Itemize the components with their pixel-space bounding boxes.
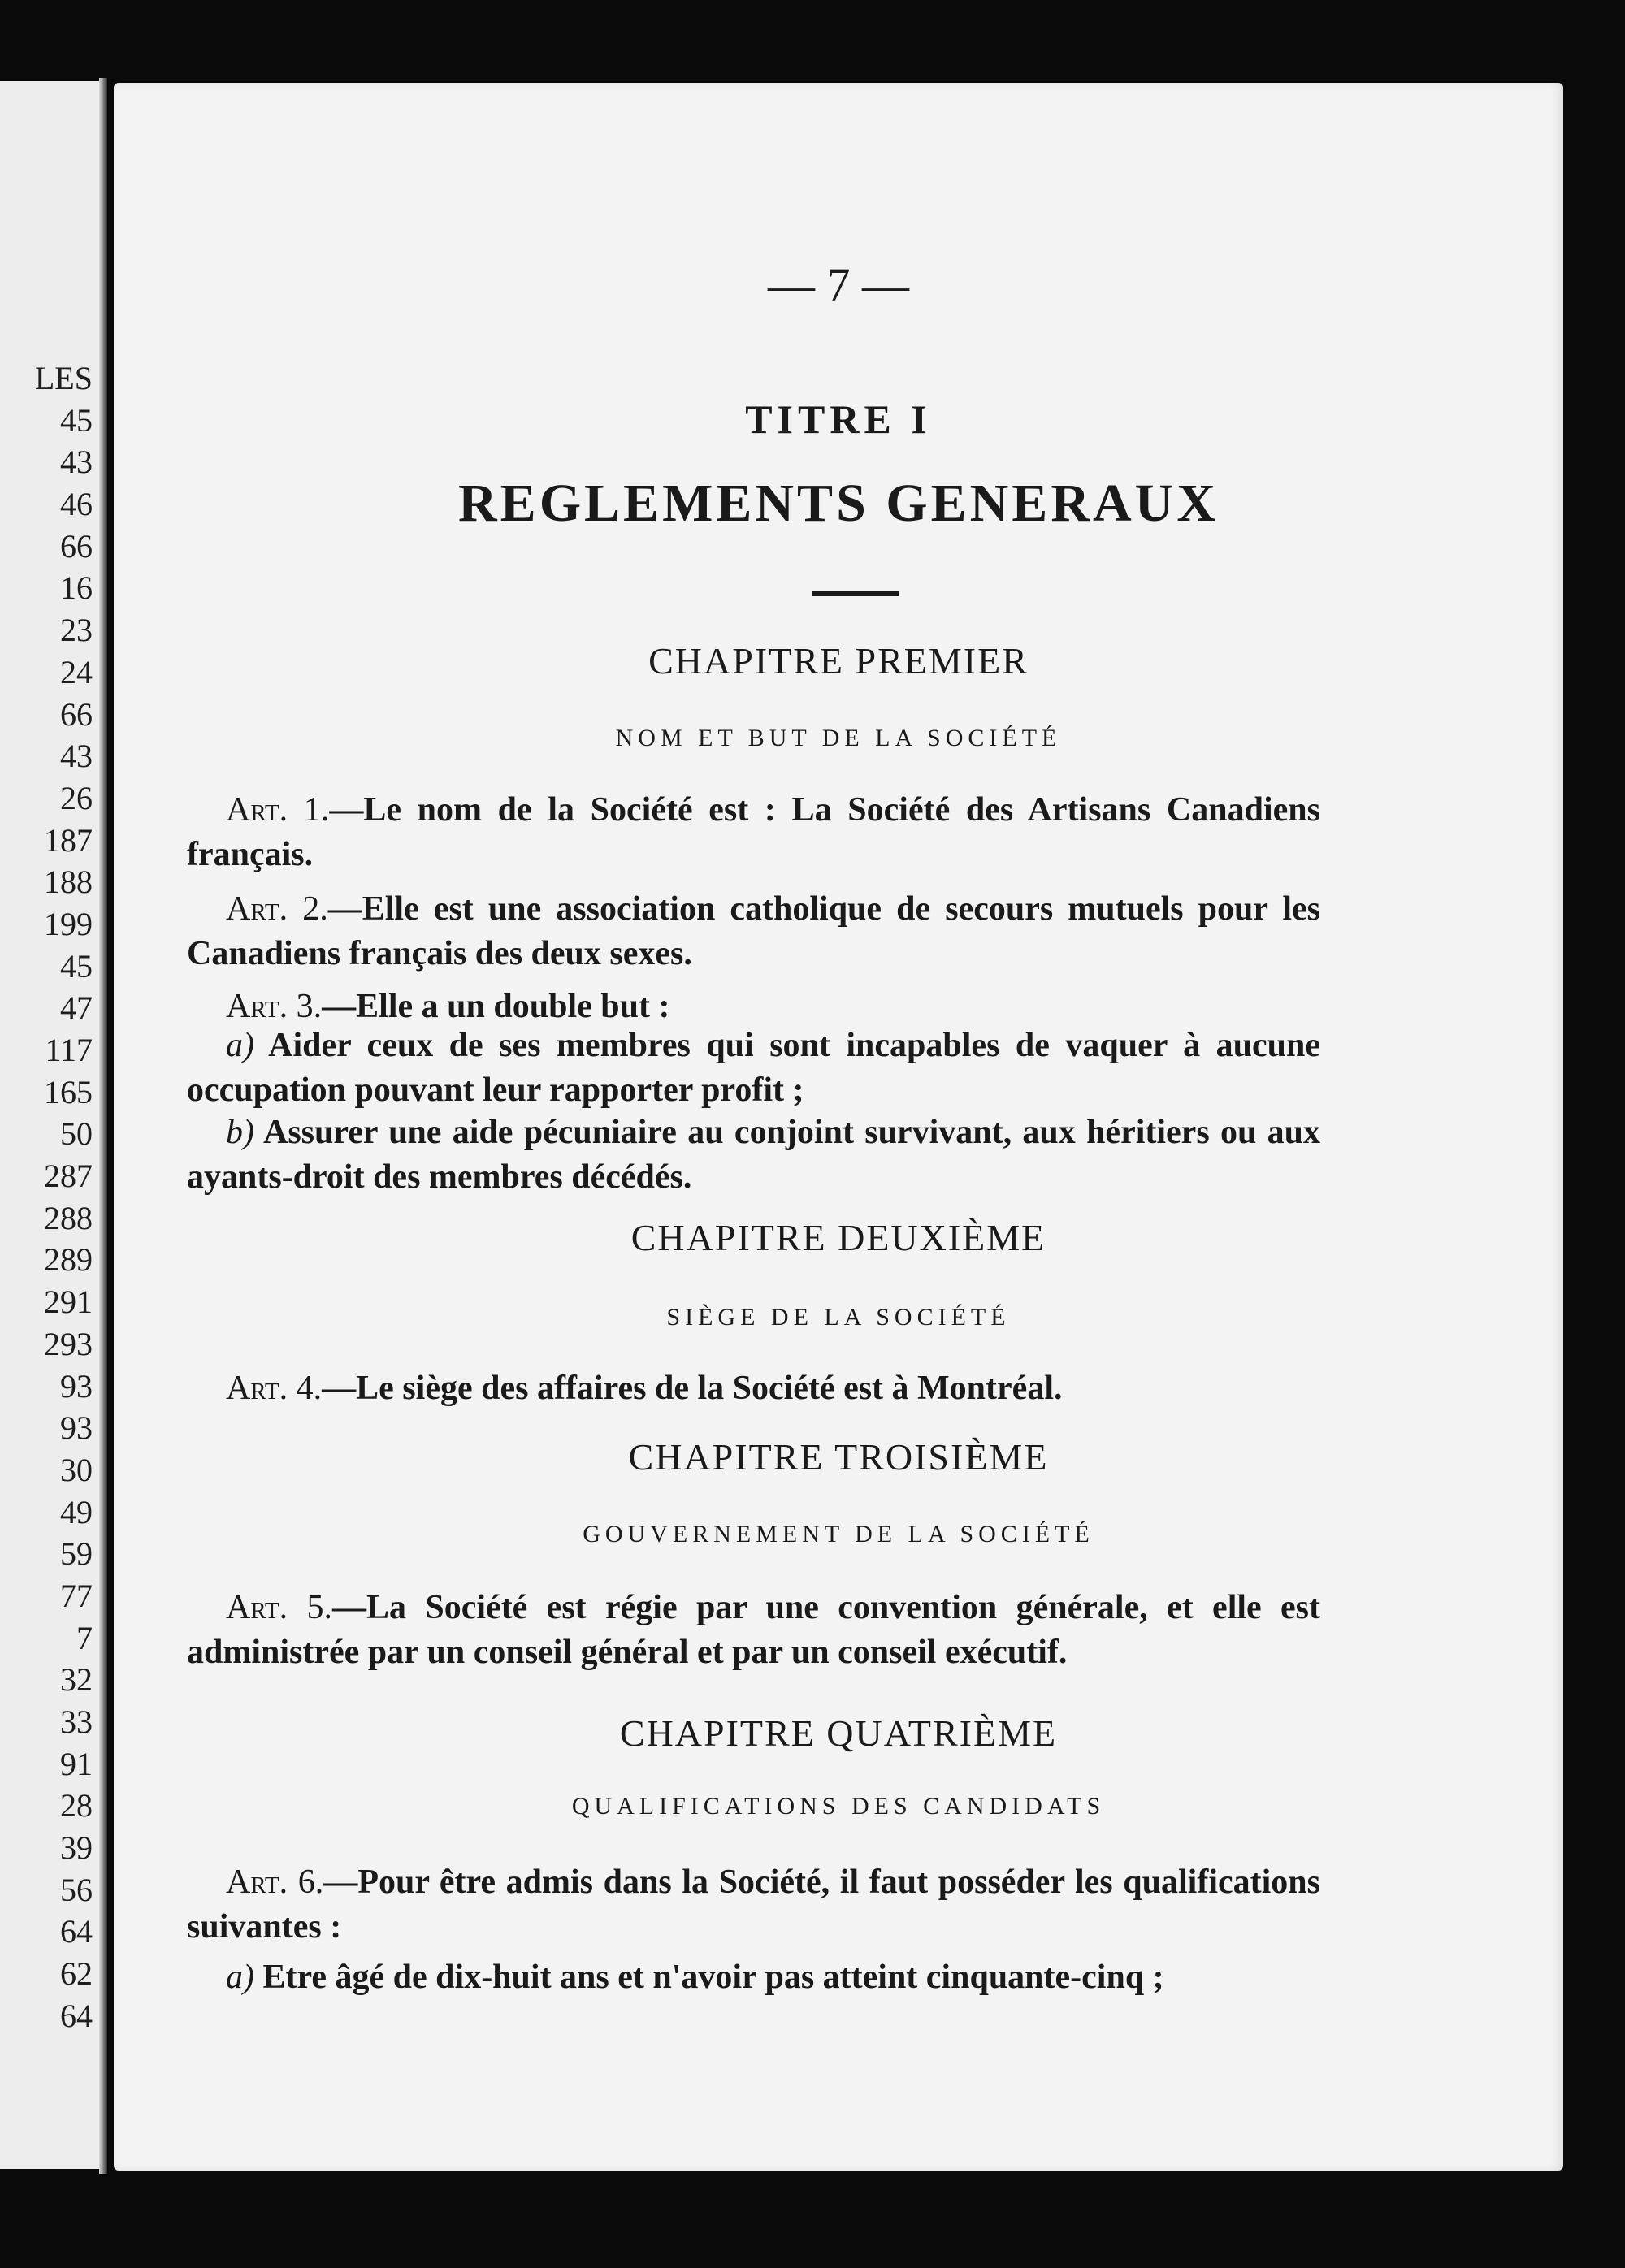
page-reference: 62: [60, 1955, 93, 1993]
page-reference: 93: [60, 1367, 93, 1405]
page-reference: 289: [44, 1241, 93, 1279]
page-reference: 165: [44, 1073, 93, 1110]
article-label: Art. 1.: [226, 791, 330, 829]
titre-heading: TITRE I: [745, 396, 932, 442]
article-text: —Elle est une association catholique de secours mutuels pour les Canadiens français des deux sexes.: [187, 890, 1321, 972]
page-reference: 32: [60, 1661, 93, 1699]
page-reference: 93: [60, 1409, 93, 1447]
article-text: —La Société est régie par une convention générale, et elle est administrée par un conseil général et par un conseil exécutif.: [187, 1589, 1320, 1671]
item-letter: a): [226, 1959, 254, 1996]
article-label: Art. 6.: [226, 1863, 324, 1901]
article-3-item-b: [187, 1110, 1320, 1200]
page-reference: 45: [60, 401, 93, 439]
article-label: Art. 2.: [226, 890, 328, 928]
page-reference: 66: [60, 695, 93, 733]
page-reference: 33: [60, 1703, 93, 1740]
page-reference: 28: [60, 1787, 93, 1824]
page-reference-column: [35, 357, 93, 2037]
previous-page-strip: [0, 81, 99, 2169]
page-reference: 199: [44, 905, 93, 942]
page-reference: 24: [60, 653, 93, 690]
page-reference: 287: [44, 1158, 93, 1195]
page-reference: 49: [60, 1493, 93, 1530]
item-letter: b): [226, 1114, 254, 1151]
item-letter: a): [226, 1027, 254, 1064]
article-2: [187, 887, 1320, 976]
article-label: Art. 3.: [226, 988, 323, 1025]
page-reference: 288: [44, 1199, 93, 1236]
article-label: Art. 5.: [226, 1589, 333, 1626]
page-reference: 77: [60, 1577, 93, 1614]
main-heading: REGLEMENTS GENERAUX: [458, 474, 1219, 533]
article-text: —Le siège des affaires de la Société est à Montréal.: [322, 1370, 1063, 1407]
page-reference: 64: [60, 1997, 93, 2034]
chapter-subtitle: SIÈGE DE LA SOCIÉTÉ: [666, 1304, 1011, 1331]
page-reference: 23: [60, 612, 93, 649]
page-reference: 43: [60, 738, 93, 775]
page-reference: 64: [60, 1913, 93, 1950]
page-reference: 7: [76, 1619, 93, 1656]
item-text: Aider ceux de ses membres qui sont incapables de vaquer à aucune occupation pouvant leur rapporter profit ;: [187, 1027, 1320, 1109]
page-reference: 291: [44, 1283, 93, 1321]
page-content: [114, 83, 1563, 2171]
chapter-subtitle: NOM ET BUT DE LA SOCIÉTÉ: [615, 725, 1062, 751]
title-rule: [812, 591, 899, 596]
article-text: —Le nom de la Société est : La Société des Artisans Canadiens français.: [187, 791, 1320, 873]
page-reference: 50: [60, 1115, 93, 1153]
chapter-title: CHAPITRE TROISIÈME: [628, 1436, 1049, 1478]
page-reference: 66: [60, 527, 93, 565]
page-reference: LES: [34, 360, 93, 396]
article-4: [187, 1366, 1320, 1411]
page-reference: 117: [45, 1032, 93, 1068]
article-text: —Elle a un double but :: [322, 988, 670, 1025]
article-text: —Pour être admis dans la Société, il faut posséder les qualifications suivantes :: [187, 1863, 1321, 1946]
article-1: [187, 788, 1320, 877]
book-page: [114, 83, 1563, 2171]
page-reference: 59: [60, 1535, 93, 1573]
page-reference: 30: [60, 1451, 93, 1488]
article-label: Art. 4.: [226, 1370, 323, 1407]
page-reference: 26: [60, 779, 93, 816]
chapter-title: CHAPITRE PREMIER: [648, 640, 1029, 682]
page-reference: 187: [44, 821, 93, 859]
page-reference: 43: [60, 444, 93, 481]
chapter-subtitle: GOUVERNEMENT DE LA SOCIÉTÉ: [583, 1521, 1094, 1547]
page-number: — 7 —: [768, 258, 909, 311]
page-reference: 39: [60, 1829, 93, 1867]
book-gutter: [99, 78, 107, 2174]
article-6-item-a: [187, 1955, 1320, 2000]
item-text: Etre âgé de dix-huit ans et n'avoir pas atteint cinquante-cinq ;: [254, 1959, 1164, 1996]
page-reference: 293: [44, 1325, 93, 1362]
article-3-item-a: [187, 1024, 1320, 1113]
page-reference: 47: [60, 989, 93, 1027]
page-reference: 16: [60, 569, 93, 607]
article-3: [187, 985, 1320, 1029]
chapter-subtitle: QUALIFICATIONS DES CANDIDATS: [571, 1793, 1106, 1820]
item-text: Assurer une aide pécuniaire au conjoint survivant, aux héritiers ou aux ayants-droit des membres décédés.: [187, 1114, 1320, 1196]
chapter-title: CHAPITRE DEUXIÈME: [630, 1217, 1046, 1258]
page-reference: 46: [60, 486, 93, 523]
article-6: [187, 1860, 1320, 1950]
article-5: [187, 1586, 1320, 1675]
page-reference: 188: [44, 863, 93, 901]
page-reference: 45: [60, 947, 93, 985]
page-reference: 56: [60, 1871, 93, 1908]
chapter-title: CHAPITRE QUATRIÈME: [619, 1712, 1058, 1754]
page-reference: 91: [60, 1745, 93, 1782]
